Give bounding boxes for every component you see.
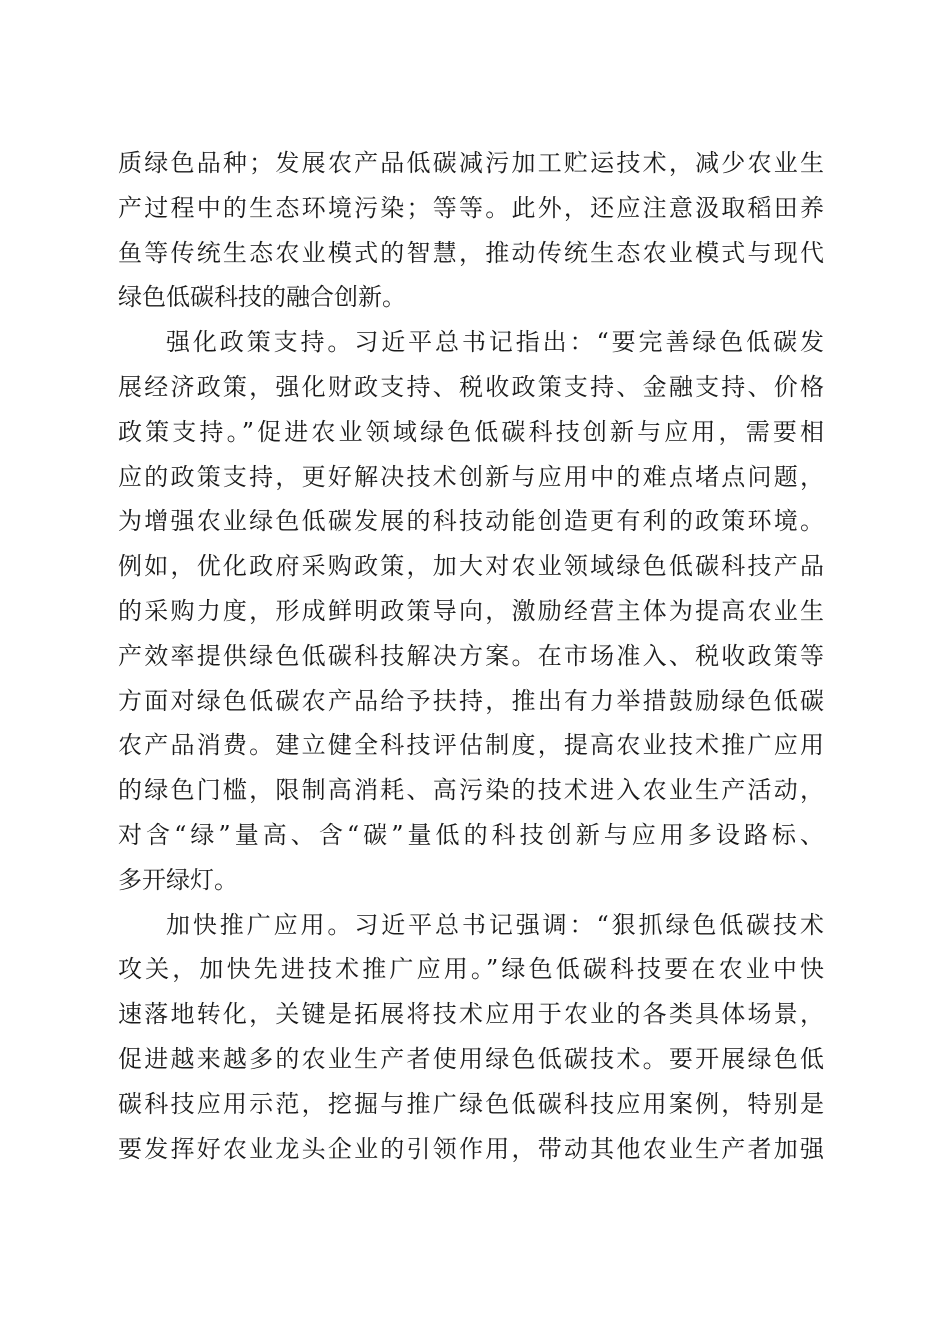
paragraph-1 — [118, 141, 824, 320]
text-line: 的采购力度，形成鲜明政策导向，激励经营主体为提高农业生 — [118, 596, 824, 625]
text-line: 要发挥好农业龙头企业的引领作用，带动其他农业生产者加强 — [118, 1134, 824, 1163]
document-page — [118, 141, 824, 1171]
text-line: 农产品消费。建立健全科技评估制度，提高农业技术推广应用 — [118, 731, 824, 760]
text-line: 质绿色品种；发展农产品低碳减污加工贮运技术，减少农业生 — [118, 149, 824, 177]
text-line: 速落地转化，关键是拓展将技术应用于农业的各类具体场景， — [118, 1000, 824, 1029]
text-line: 产过程中的生态环境污染；等等。此外，还应注意汲取稻田养 — [118, 193, 824, 222]
text-line: 加快推广应用。习近平总书记强调：“狠抓绿色低碳技术 — [166, 910, 824, 939]
text-line: 为增强农业绿色低碳发展的科技动能创造更有利的政策环境。 — [118, 507, 824, 536]
text-line: 多开绿灯。 — [118, 865, 238, 894]
text-line: 促进越来越多的农业生产者使用绿色低碳技术。要开展绿色低 — [118, 1044, 824, 1073]
text-line: 绿色低碳科技的融合创新。 — [118, 283, 406, 312]
text-line: 攻关，加快先进技术推广应用。”绿色低碳科技要在农业中快 — [118, 955, 824, 984]
text-line: 展经济政策，强化财政支持、税收政策支持、金融支持、价格 — [118, 372, 824, 401]
paragraph-promote-application — [118, 903, 824, 1172]
paragraph-policy-support — [118, 320, 824, 902]
text-line: 的绿色门槛，限制高消耗、高污染的技术进入农业生产活动， — [118, 776, 824, 805]
text-line: 产效率提供绿色低碳科技解决方案。在市场准入、税收政策等 — [118, 641, 824, 670]
text-line: 碳科技应用示范，挖掘与推广绿色低碳科技应用案例，特别是 — [118, 1089, 824, 1118]
text-line: 鱼等传统生态农业模式的智慧，推动传统生态农业模式与现代 — [118, 238, 824, 267]
text-line: 应的政策支持，更好解决技术创新与应用中的难点堵点问题， — [118, 462, 824, 491]
text-line: 对含“绿”量高、含“碳”量低的科技创新与应用多设路标、 — [118, 820, 824, 849]
text-line: 政策支持。”促进农业领域绿色低碳科技创新与应用，需要相 — [118, 417, 824, 446]
text-line: 强化政策支持。习近平总书记指出：“要完善绿色低碳发 — [166, 328, 824, 357]
text-line: 例如，优化政府采购政策，加大对农业领域绿色低碳科技产品 — [118, 552, 824, 581]
text-line: 方面对绿色低碳农产品给予扶持，推出有力举措鼓励绿色低碳 — [118, 686, 824, 715]
